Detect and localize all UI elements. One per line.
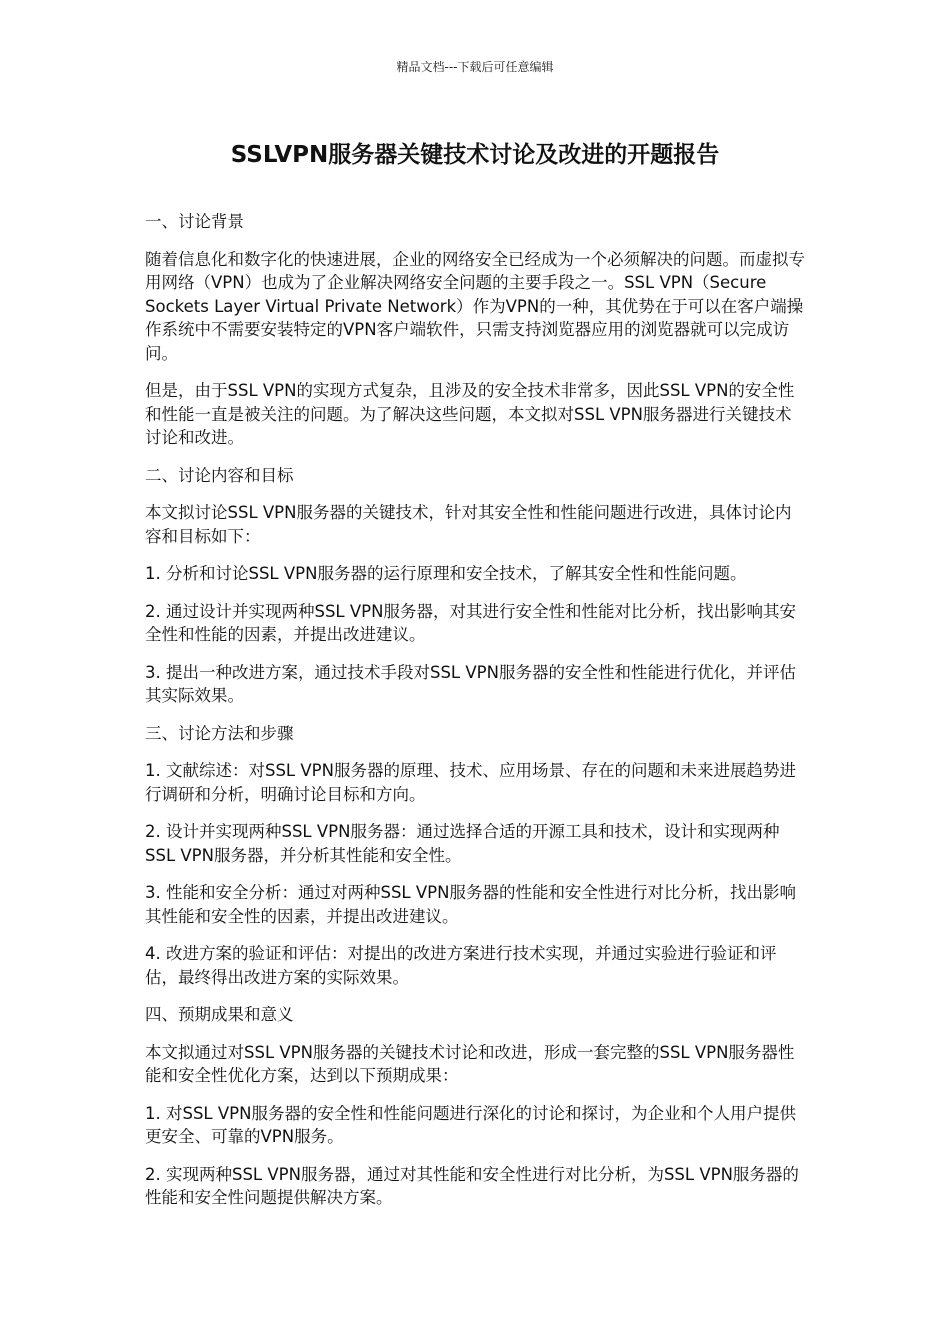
section-content-goals xyxy=(145,464,807,708)
section-heading: 一、讨论背景 xyxy=(145,212,244,231)
section-heading: 三、讨论方法和步骤 xyxy=(145,723,294,743)
section-heading: 二、讨论内容和目标 xyxy=(145,465,294,485)
document-body xyxy=(145,210,807,1224)
section-background xyxy=(145,210,807,450)
section-expected-results xyxy=(145,1003,807,1210)
list-item: 2. 实现两种SSL VPN服务器，通过对其性能和安全性进行对比分析，为SSL VPN服务器的性能和安全性问题提供解决方案。 xyxy=(145,1164,799,1207)
header-note: 精品文档---下载后可任意编辑 xyxy=(396,60,554,74)
list-item: 2. 设计并实现两种SSL VPN服务器：通过选择合适的开源工具和技术，设计和实现两种SSL VPN服务器，并分析其性能和安全性。 xyxy=(145,822,780,865)
paragraph: 本文拟讨论SSL VPN服务器的关键技术，针对其安全性和性能问题进行改进，具体讨论内容和目标如下： xyxy=(145,503,792,546)
paragraph: 但是，由于SSL VPN的实现方式复杂，且涉及的安全技术非常多，因此SSL VPN的安全性和性能一直是被关注的问题。为了解决这些问题，本文拟对SSL VPN服务器进行关键技术讨论和改进。 xyxy=(145,381,795,447)
list-item: 3. 提出一种改进方案，通过技术手段对SSL VPN服务器的安全性和性能进行优化，并评估其实际效果。 xyxy=(145,662,796,705)
list-item: 3. 性能和安全分析：通过对两种SSL VPN服务器的性能和安全性进行对比分析，找出影响其性能和安全性的因素，并提出改进建议。 xyxy=(145,883,796,926)
list-item: 4. 改进方案的验证和评估：对提出的改进方案进行技术实现，并通过实验进行验证和评估，最终得出改进方案的实际效果。 xyxy=(145,944,777,987)
list-item: 1. 文献综述：对SSL VPN服务器的原理、技术、应用场景、存在的问题和未来进展趋势进行调研和分析，明确讨论目标和方向。 xyxy=(145,761,796,804)
section-heading: 四、预期成果和意义 xyxy=(145,1005,294,1024)
list-item: 1. 分析和讨论SSL VPN服务器的运行原理和安全技术，了解其安全性和性能问题。 xyxy=(145,564,747,583)
list-item: 2. 通过设计并实现两种SSL VPN服务器，对其进行安全性和性能对比分析，找出影响其安全性和性能的因素，并提出改进建议。 xyxy=(145,601,796,644)
paragraph: 随着信息化和数字化的快速进展，企业的网络安全已经成为一个必须解决的问题。而虚拟专用网络（VPN）也成为了企业解决网络安全问题的主要手段之一。SSL VPN（Secure Sockets Layer Virtual Private Network）作为VPN的一种，其优势在于可以在客户端操作系统中不需要安装特定的VPN客户端软件，只需支持浏览器应用的浏览器就可以完成访问。 xyxy=(145,249,805,363)
paragraph: 本文拟通过对SSL VPN服务器的关键技术讨论和改进，形成一套完整的SSL VPN服务器性能和安全性优化方案，达到以下预期成果： xyxy=(145,1042,795,1085)
section-methods-steps xyxy=(145,722,807,990)
document-title: SSLVPN服务器关键技术讨论及改进的开题报告 xyxy=(230,142,720,168)
list-item: 1. 对SSL VPN服务器的安全性和性能问题进行深化的讨论和探讨，为企业和个人用户提供更安全、可靠的VPN服务。 xyxy=(145,1103,796,1146)
